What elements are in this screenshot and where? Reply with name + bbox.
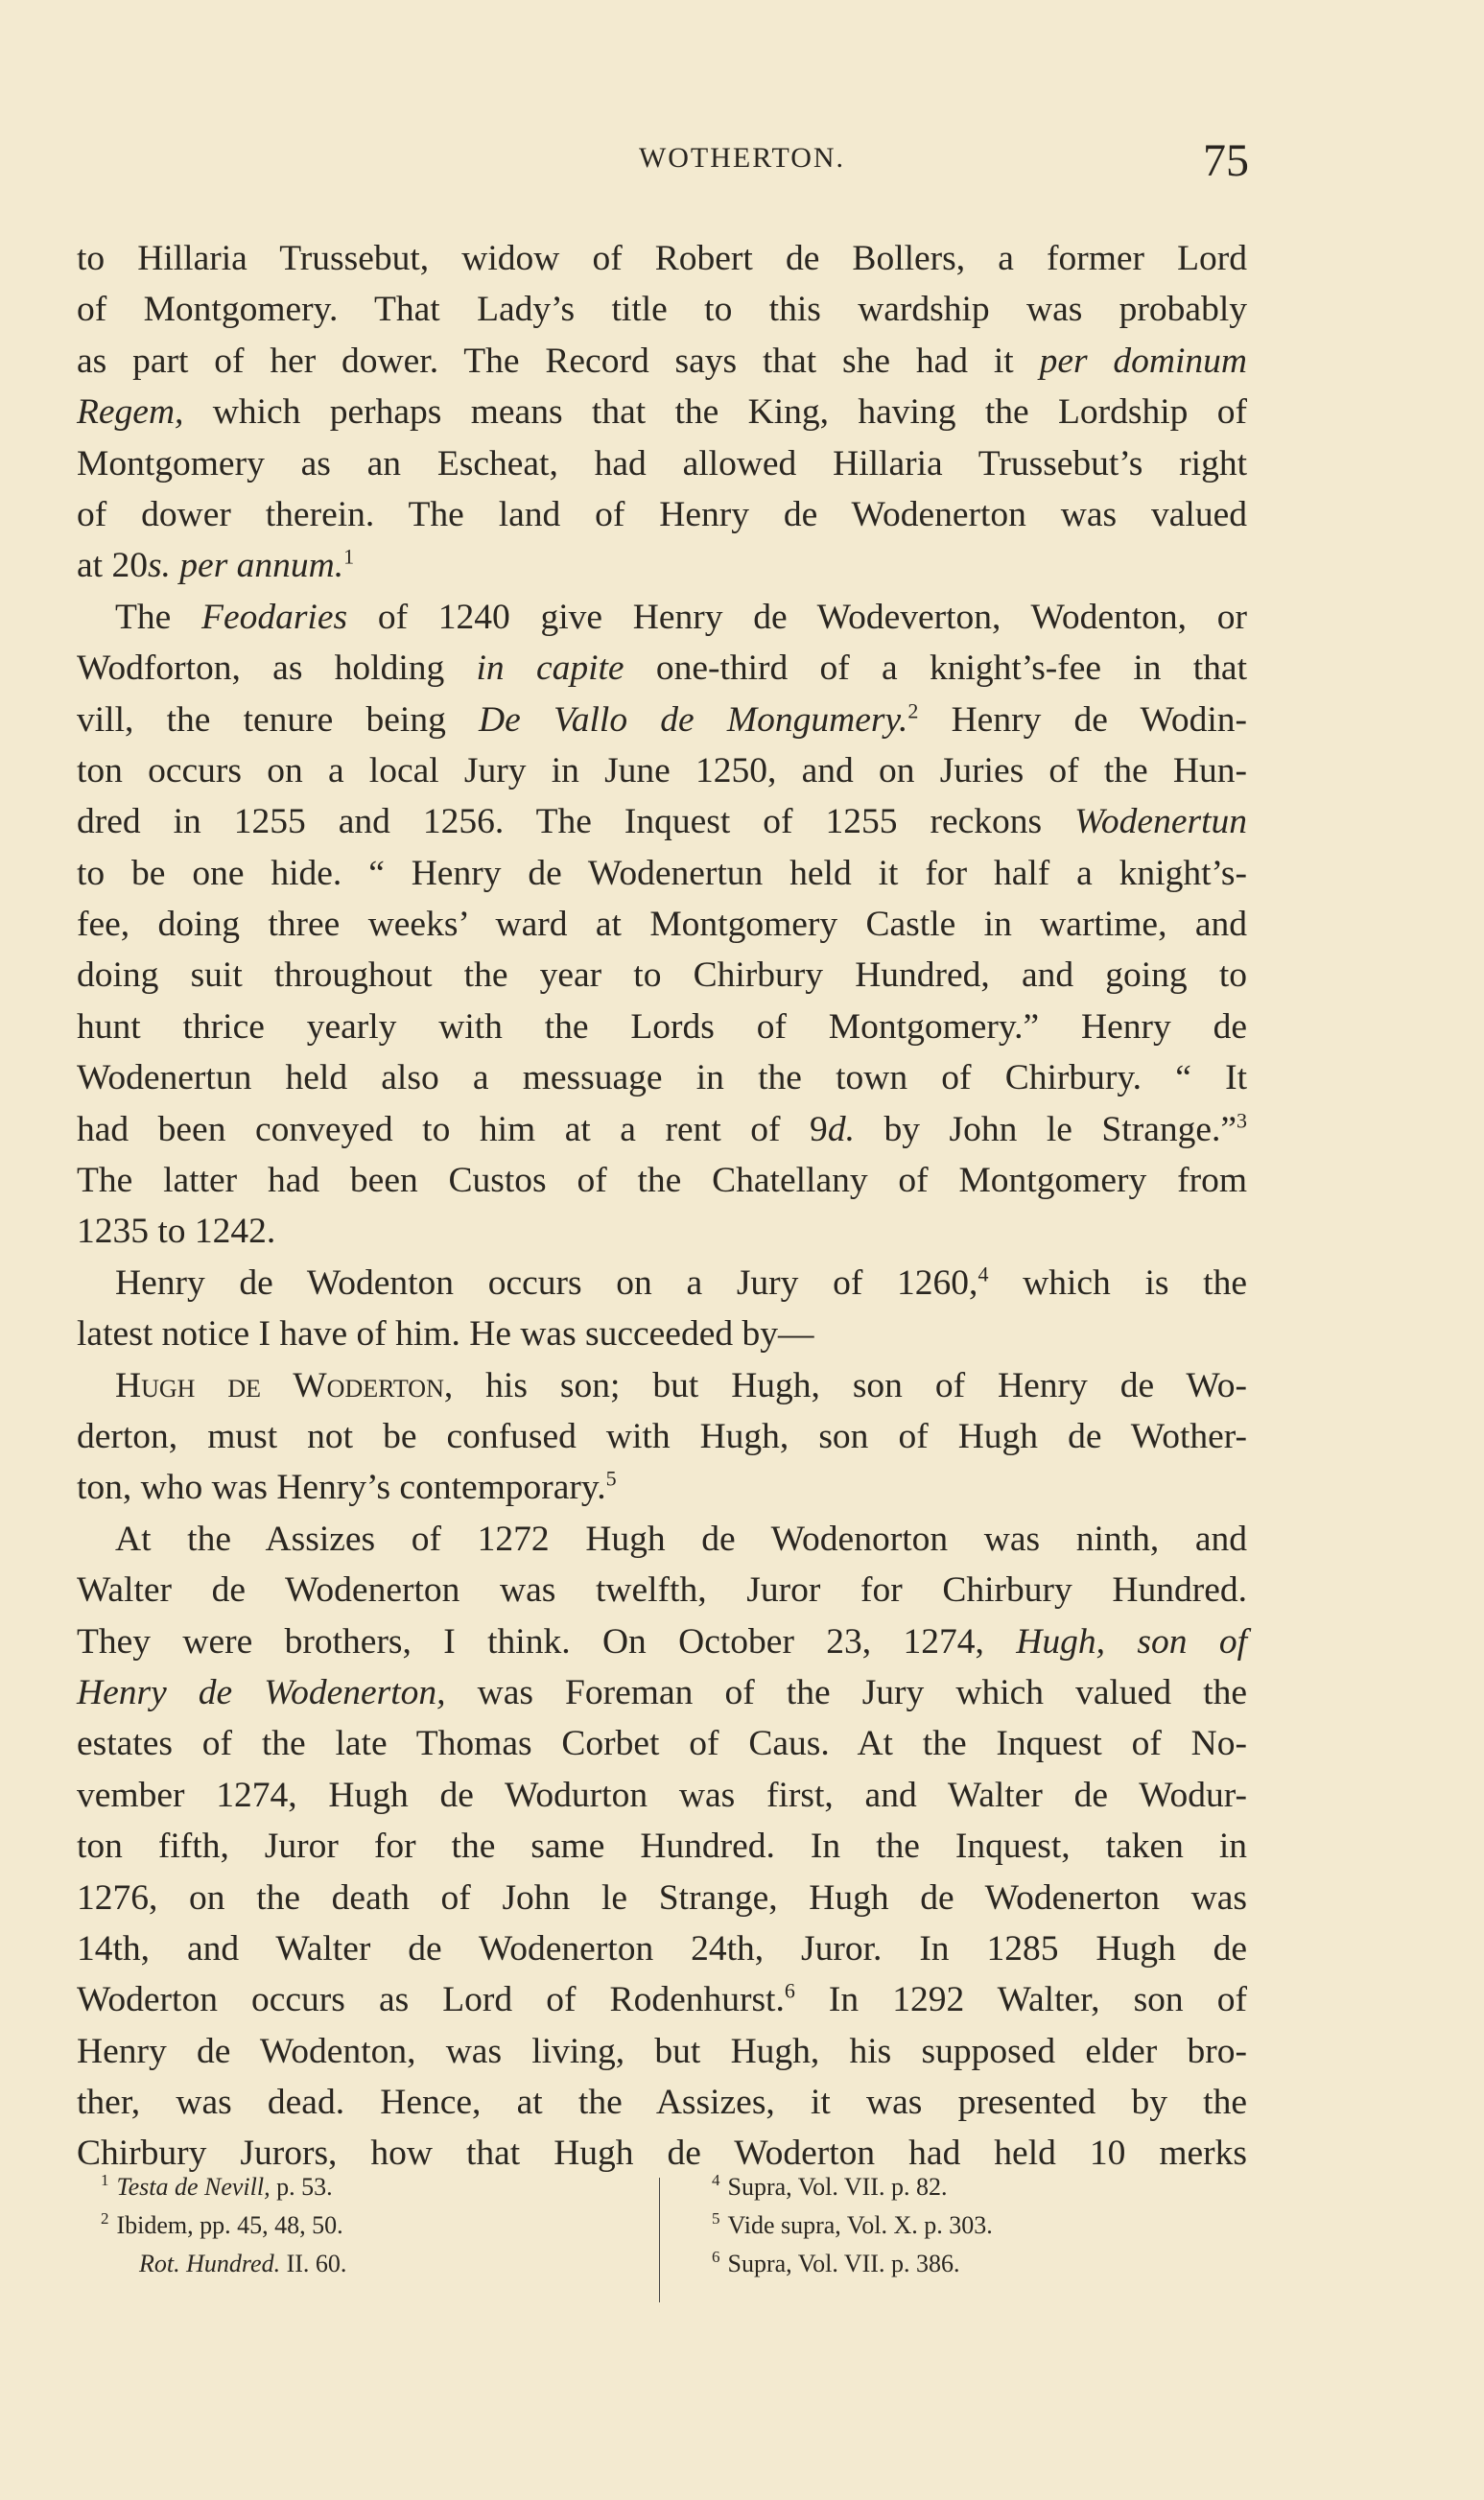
text-line: vill, the tenure being De Vallo de Mongumery.$^2$ Henry de Wodin- — [77, 698, 1247, 740]
text-line: Woderton occurs as Lord of Rodenhurst.$^6$ In 1292 Walter, son of — [77, 1978, 1247, 2020]
text-line: Walter de Wodenerton was twelfth, Juror for Chirbury Hundred. — [77, 1570, 1247, 1611]
footnote-ref: 2 — [907, 698, 919, 723]
text-line: Wodenertun held also a messuage in the town of Chirbury. “ It — [77, 1058, 1247, 1098]
text-line: at 20s. per annum.$^1$ — [77, 544, 355, 586]
footnote-6: $^6$ Supra, Vol. VII. p. 386. — [712, 2248, 960, 2277]
footnote-ref: 3 — [1237, 1108, 1247, 1133]
footnote-4: $^4$ Supra, Vol. VII. p. 82. — [712, 2171, 948, 2201]
text-line: Henry de Wodenton, was living, but Hugh, his supposed elder bro- — [77, 2031, 1247, 2071]
text-line: hunt thrice yearly with the Lords of Montgomery.” Henry de — [77, 1006, 1247, 1047]
text-line: Wodforton, as holding in capite one-third of a knight’s-fee in that — [77, 649, 1247, 689]
text-line: derton, must not be confused with Hugh, son of Hugh de Wother- — [77, 1416, 1247, 1456]
footnote-ref: 6 — [784, 1978, 795, 2003]
text-line: Montgomery as an Escheat, had allowed Hillaria Trussebut’s right — [77, 443, 1247, 483]
footnote-1: $^1$ Testa de Nevill, p. 53. — [101, 2171, 333, 2201]
footnote-column-right — [712, 2168, 993, 2283]
text-line: to Hillaria Trussebut, widow of Robert de Bollers, a former Lord — [77, 239, 1247, 278]
text-line: ton occurs on a local Jury in June 1250, and on Juries of the Hun- — [77, 750, 1247, 790]
page-number: 75 — [1203, 135, 1249, 186]
text-line: At the Assizes of 1272 Hugh de Wodenorton was ninth, and — [115, 1519, 1247, 1559]
text-line: latest notice I have of him. He was succeeded by— — [77, 1314, 814, 1355]
text-line: doing suit throughout the year to Chirbury Hundred, and going to — [77, 955, 1247, 996]
page-header — [0, 134, 1484, 192]
footnote-3: Rot. Hundred. II. 60. — [139, 2250, 347, 2277]
footnotes — [0, 2168, 1484, 2312]
text-line: had been conveyed to him at a rent of 9d. by John le Strange.”$^3$ — [77, 1108, 1247, 1149]
text-line: 1276, on the death of John le Strange, Hugh de Wodenerton was — [77, 1877, 1247, 1918]
text-line: 14th, and Walter de Wodenerton 24th, Juror. In 1285 Hugh de — [77, 1928, 1247, 1969]
running-head: WOTHERTON. — [638, 142, 846, 174]
footnote-ref: 1 — [343, 544, 355, 569]
text-line: Henry de Wodenton occurs on a Jury of 1260,$^4$ which is the — [115, 1262, 1247, 1303]
text-line: 1235 to 1242. — [77, 1212, 276, 1252]
text-line: of Montgomery. That Lady’s title to this wardship was probably — [77, 290, 1247, 330]
text-line: They were brothers, I think. On October 23, 1274, Hugh, son of — [77, 1621, 1248, 1662]
text-line: as part of her dower. The Record says that she had it per dominum — [77, 341, 1247, 381]
text-line: dred in 1255 and 1256. The Inquest of 1255 reckons Wodenertun — [77, 802, 1247, 842]
text-line: ton, who was Henry’s contemporary.$^5$ — [77, 1466, 617, 1508]
footnote-2: $^2$ Ibidem, pp. 45, 48, 50. — [101, 2209, 343, 2239]
footnote-column-left — [101, 2168, 346, 2283]
body-text — [77, 233, 1247, 2180]
text-line: Regem, which perhaps means that the King, having the Lordship of — [77, 392, 1247, 433]
text-line: of dower therein. The land of Henry de Wodenerton was valued — [77, 494, 1247, 534]
text-line: The Feodaries of 1240 give Henry de Wodeverton, Wodenton, or — [115, 597, 1247, 637]
footnote-5: $^5$ Vide supra, Vol. X. p. 303. — [712, 2209, 993, 2239]
footnote-ref: 5 — [605, 1466, 617, 1491]
text-line: to be one hide. “ Henry de Wodenertun held it for half a knight’s- — [77, 853, 1247, 893]
text-line: Henry de Wodenerton, was Foreman of the Jury which valued the — [77, 1672, 1247, 1712]
text-line: The latter had been Custos of the Chatellany of Montgomery from — [77, 1161, 1247, 1201]
footnote-ref: 4 — [978, 1262, 989, 1286]
text-line: Chirbury Jurors, how that Hugh de Woderton had held 10 merks — [77, 2134, 1247, 2174]
text-line: estates of the late Thomas Corbet of Caus. At the Inquest of No- — [77, 1724, 1247, 1764]
footnote-divider — [659, 2178, 660, 2302]
text-line: vember 1274, Hugh de Wodurton was first, and Walter de Wodur- — [77, 1775, 1247, 1815]
text-line: fee, doing three weeks’ ward at Montgomery Castle in wartime, and — [77, 905, 1247, 945]
text-line: ton fifth, Juror for the same Hundred. In the Inquest, taken in — [77, 1827, 1247, 1867]
text-line: Hugh de Woderton, his son; but Hugh, son of Henry de Wo- — [115, 1365, 1248, 1405]
text-line: ther, was dead. Hence, at the Assizes, it was presented by the — [77, 2083, 1247, 2123]
